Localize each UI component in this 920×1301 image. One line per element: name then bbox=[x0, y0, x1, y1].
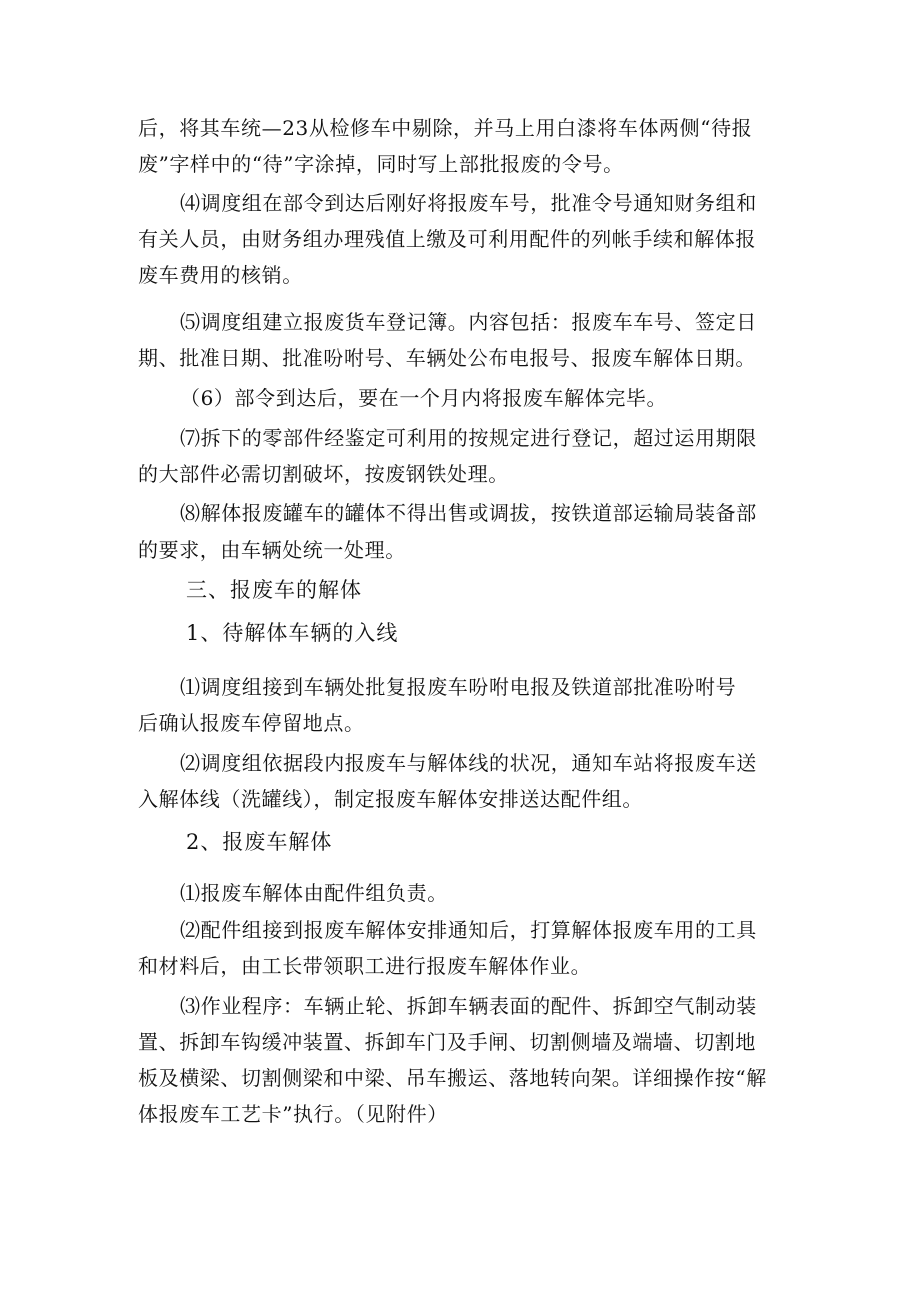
text-line: ⑶作业程序：车辆止轮、拆卸车辆表面的配件、拆卸空气制动装 bbox=[180, 994, 757, 1018]
text-line: 有关人员，由财务组办理残值上缴及可利用配件的列帐手续和解体报 bbox=[138, 227, 756, 251]
text-line: ⑸调度组建立报废货车登记簿。内容包括：报废车车号、签定日 bbox=[180, 310, 757, 334]
subsection-heading: 2、报废车解体 bbox=[186, 830, 333, 854]
text-line: ⑺拆下的零部件经鉴定可利用的按规定进行登记，超过运用期限 bbox=[180, 426, 757, 450]
text-line: 的要求，由车辆处统一处理。 bbox=[138, 538, 406, 562]
text-line: 体报废车工艺卡”执行。（见附件） bbox=[138, 1102, 448, 1126]
text-line: （6）部令到达后，要在一个月内将报废车解体完毕。 bbox=[180, 386, 668, 410]
text-line: 后，将其车统—23从检修车中剔除，并马上用白漆将车体两侧“待报 bbox=[138, 116, 753, 140]
text-line: ⑵配件组接到报废车解体安排通知后，打算解体报废车用的工具 bbox=[180, 918, 757, 942]
section-heading: 三、报废车的解体 bbox=[186, 578, 362, 602]
text-line: 废车费用的核销。 bbox=[138, 263, 303, 287]
text-line: 板及横梁、切割侧梁和中梁、吊车搬运、落地转向架。详细操作按“解 bbox=[138, 1066, 767, 1090]
text-line: 废”字样中的“待”字涂掉，同时写上部批报废的令号。 bbox=[138, 152, 624, 176]
text-line: 期、批准日期、批准吩咐号、车辆处公布电报号、报废车解体日期。 bbox=[138, 346, 756, 370]
text-line: 后确认报废车停留地点。 bbox=[138, 711, 365, 735]
subsection-heading: 1、待解体车辆的入线 bbox=[186, 621, 399, 645]
text-line: ⑵调度组依据段内报废车与解体线的状况，通知车站将报废车送 bbox=[180, 751, 757, 775]
text-line: ⑴报废车解体由配件组负责。 bbox=[180, 881, 448, 905]
text-line: 入解体线（洗罐线），制定报废车解体安排送达配件组。 bbox=[138, 787, 643, 811]
text-line: ⑷调度组在部令到达后刚好将报废车号，批准令号通知财务组和 bbox=[180, 191, 757, 215]
text-line: 和材料后，由工长带领职工进行报废车解体作业。 bbox=[138, 954, 592, 978]
text-line: 置、拆卸车钩缓冲装置、拆卸车门及手闸、切割侧墙及端墙、切割地 bbox=[138, 1030, 756, 1054]
text-line: ⑻解体报废罐车的罐体不得出售或调拔，按铁道部运输局装备部 bbox=[180, 501, 757, 525]
text-line: ⑴调度组接到车辆处批复报废车吩咐电报及铁道部批准吩咐号 bbox=[180, 675, 737, 699]
text-line: 的大部件必需切割破坏，按废钢铁处理。 bbox=[138, 462, 509, 486]
